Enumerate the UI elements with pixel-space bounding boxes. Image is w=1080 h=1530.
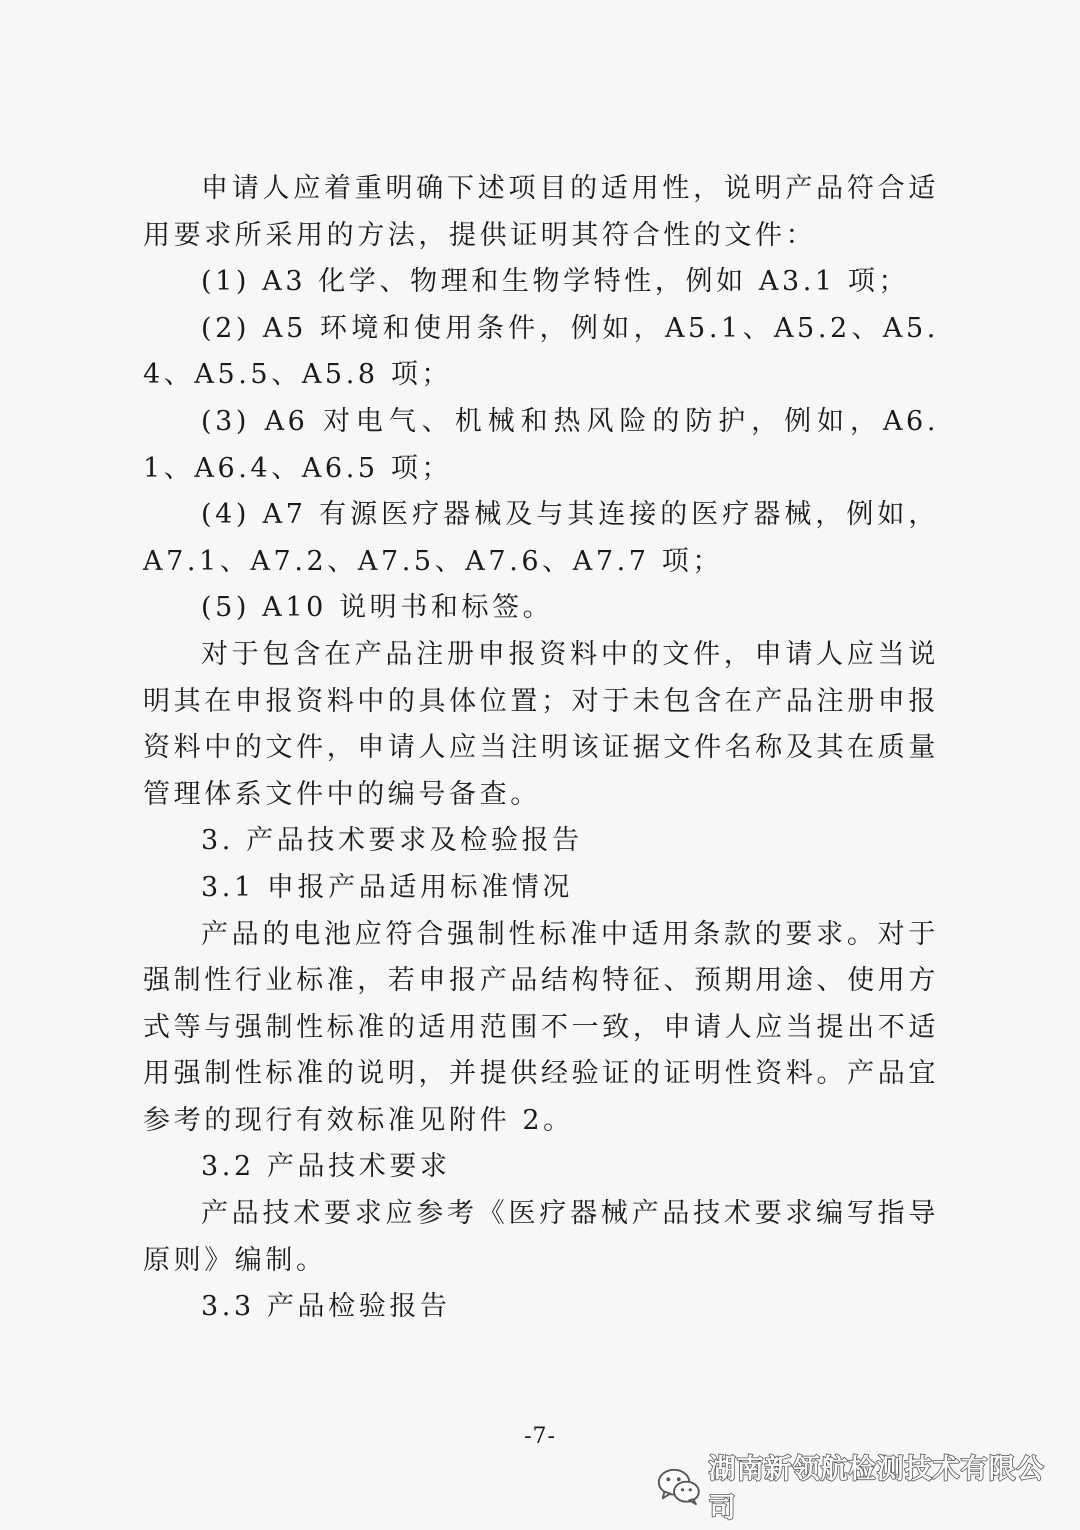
page-number: -7- — [524, 1424, 556, 1449]
section-heading-3-3: 3.3 产品检验报告 — [201, 1291, 451, 1323]
paragraph-intro: 申请人应着重明确下述项目的适用性，说明产品符合适用要求所采用的方法，提供证明其符合性的文件： — [143, 173, 939, 251]
wechat-icon — [655, 1464, 703, 1508]
list-item-2: (2) A5 环境和使用条件，例如，A5.1、A5.2、A5.4、A5.5、A5.8 项； — [143, 312, 939, 391]
watermark — [655, 1454, 1055, 1524]
section-heading-3: 3. 产品技术要求及检验报告 — [201, 825, 583, 857]
watermark-text: 湖南新领航检测技术有限公司 — [708, 1454, 1045, 1524]
section-heading-3-2: 3.2 产品技术要求 — [201, 1151, 451, 1183]
paragraph-tech-requirements: 产品技术要求应参考《医疗器械产品技术要求编写指导原则》编制。 — [143, 1198, 939, 1276]
section-heading-3-1: 3.1 申报产品适用标准情况 — [201, 871, 573, 903]
list-item-1: (1) A3 化学、物理和生物学特性，例如 A3.1 项； — [201, 266, 910, 298]
document-body — [143, 166, 939, 1331]
list-item-3: (3) A6 对电气、机械和热风险的防护，例如，A6.1、A6.4、A6.5 项； — [143, 405, 939, 484]
paragraph-documents: 对于包含在产品注册申报资料中的文件，申请人应当说明其在申报资料中的具体位置；对于未包含在产品注册申报资料中的文件，申请人应当注明该证据文件名称及其在质量管理体系文件中的编号备查。 — [143, 638, 939, 810]
list-item-4: (4) A7 有源医疗器械及与其连接的医疗器械，例如，A7.1、A7.2、A7.5、A7.6、A7.7 项； — [143, 499, 939, 577]
paragraph-standards: 产品的电池应符合强制性标准中适用条款的要求。对于强制性行业标准，若申报产品结构特征、预期用途、使用方式等与强制性标准的适用范围不一致，申请人应当提出不适用强制性标准的说明，并提供经验证的证明性资料。产品宜参考的现行有效标准见附件 2。 — [143, 918, 939, 1136]
list-item-5: (5) A10 说明书和标签。 — [201, 592, 554, 624]
